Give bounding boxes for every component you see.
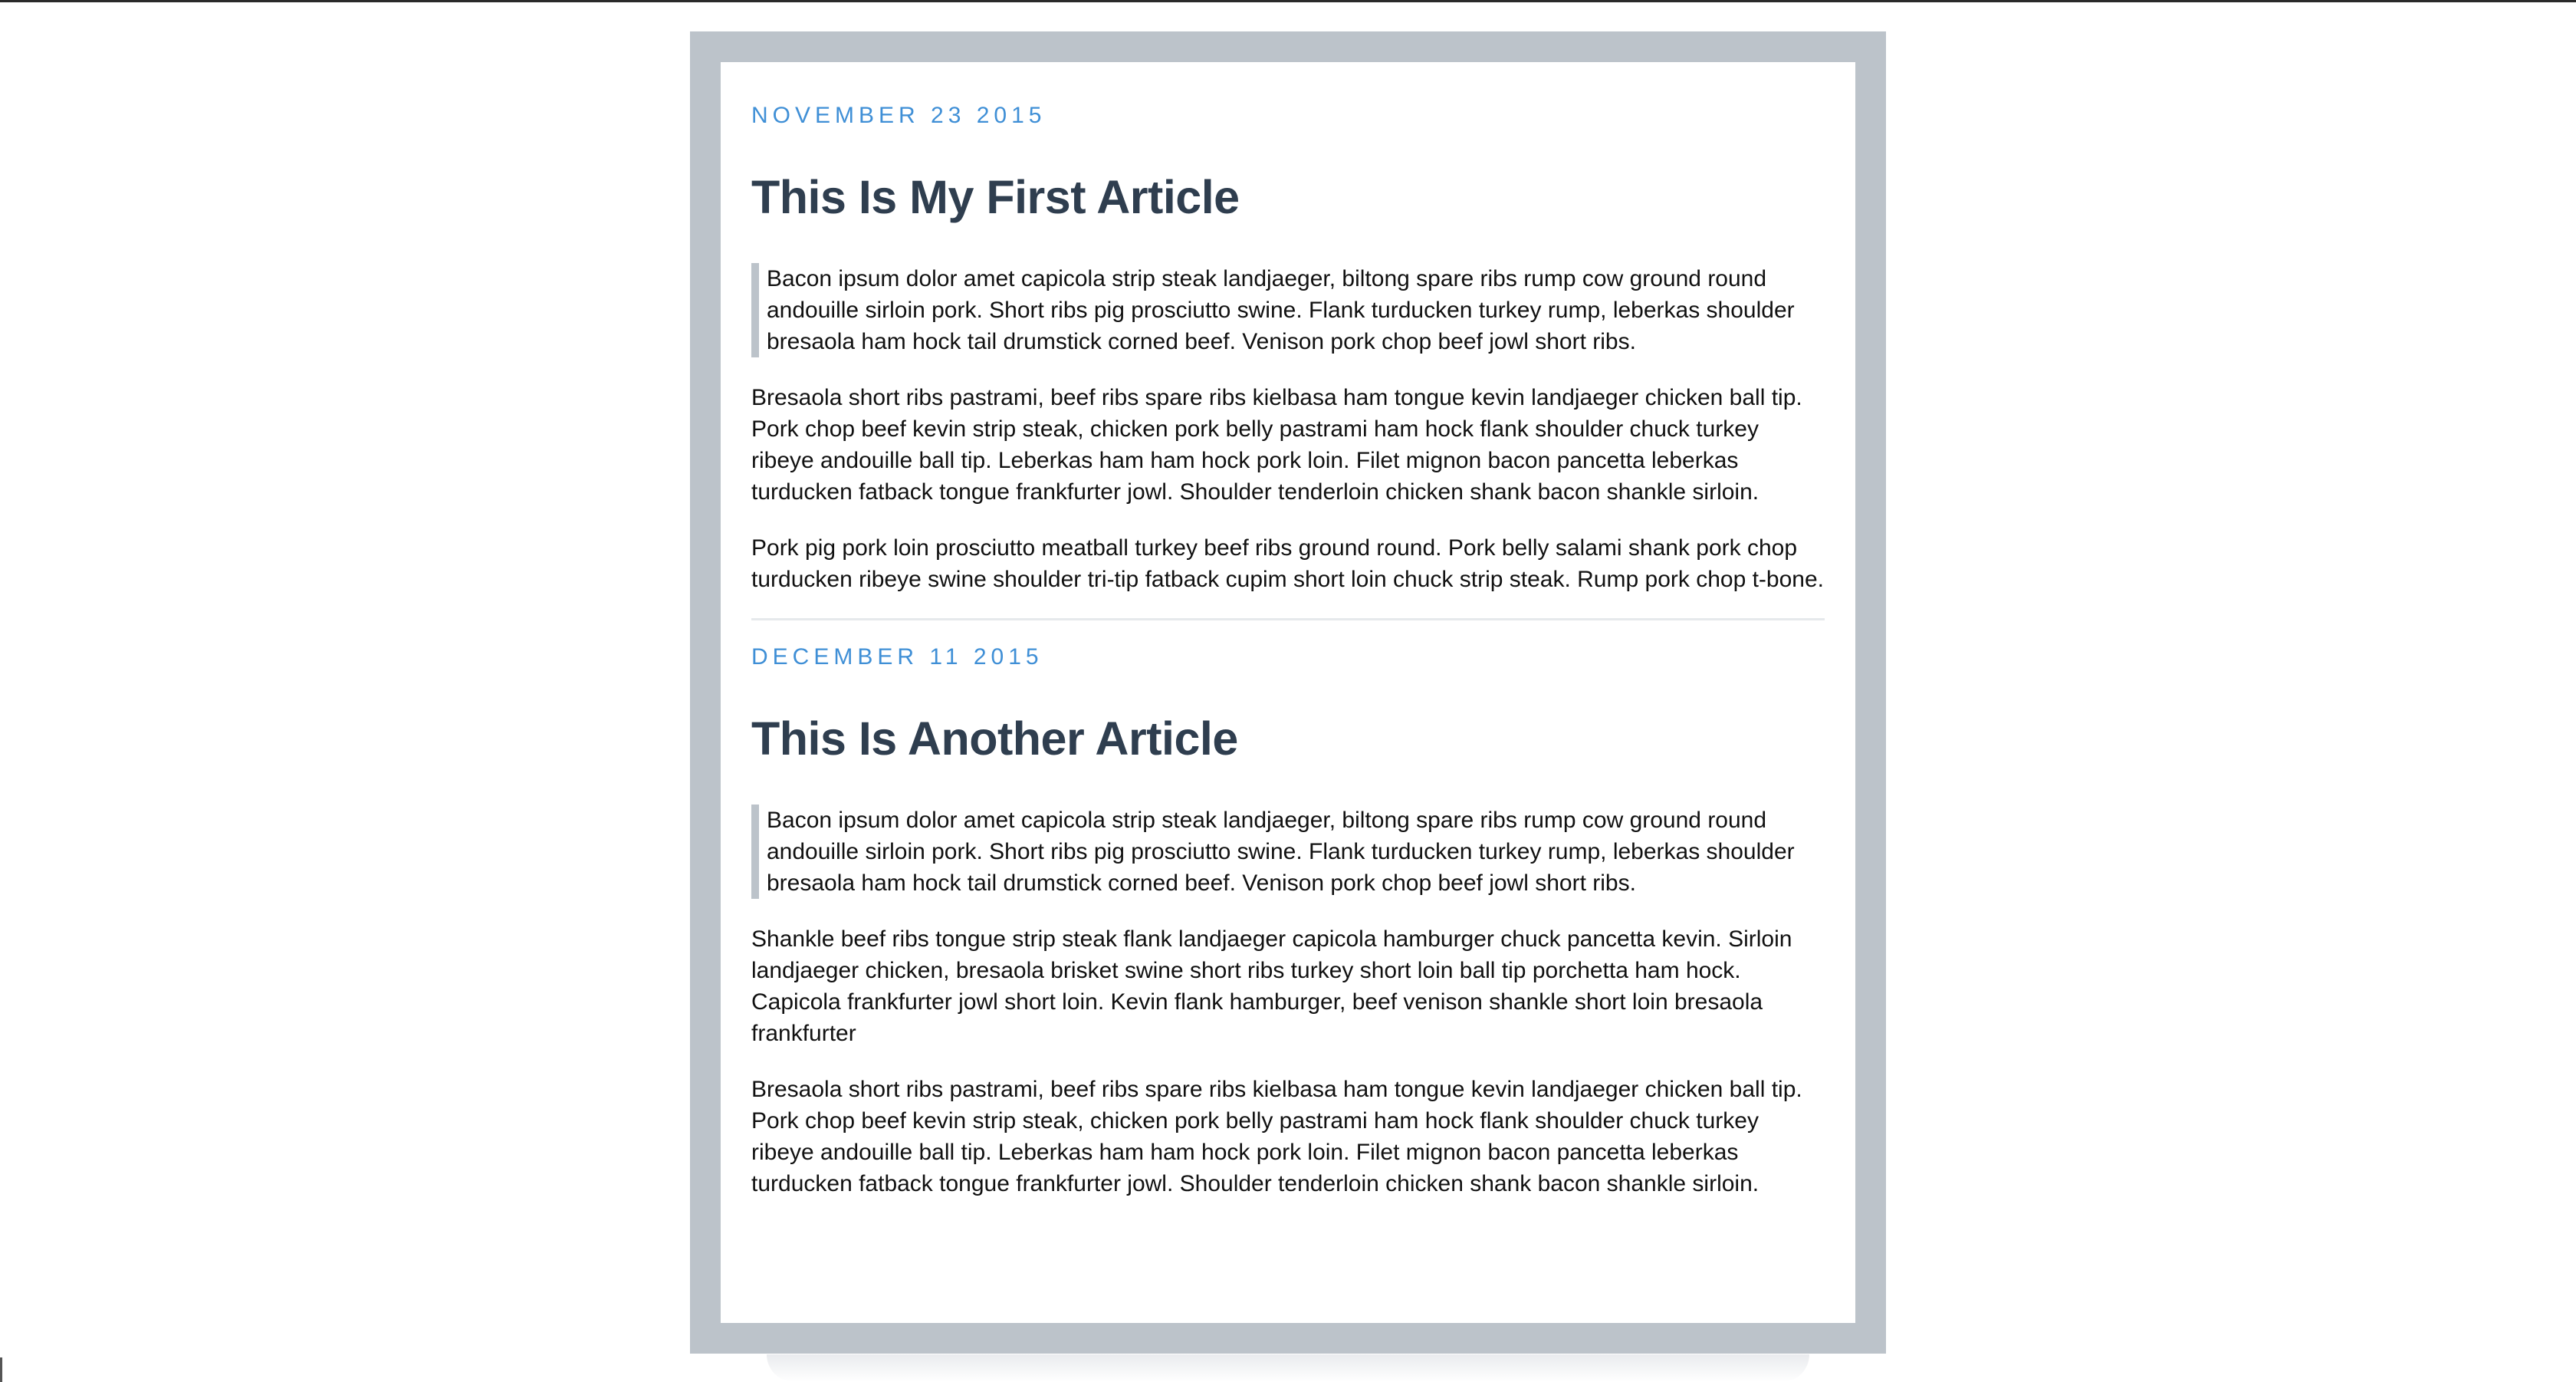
article-frame	[690, 31, 1886, 1354]
article-title: This Is Another Article	[751, 712, 1238, 765]
article-paragraph: Pork pig pork loin prosciutto meatball turkey beef ribs ground round. Pork belly salami shank pork chop turducken ribeye swine shoulder tri-tip fatback cupim short loin chuck strip steak. Rump pork chop t-bone.	[751, 535, 1824, 592]
blockquote-text: Bacon ipsum dolor amet capicola strip steak landjaeger, biltong spare ribs rump cow ground round andouille sirloin pork. Short ribs pig prosciutto swine. Flank turducken turkey rump, leberkas shoulder bresaola ham hock tail drumstick corned beef. Venison pork chop beef jowl short ribs.	[767, 266, 1795, 354]
blockquote-text: Bacon ipsum dolor amet capicola strip steak landjaeger, biltong spare ribs rump cow ground round andouille sirloin pork. Short ribs pig prosciutto swine. Flank turducken turkey rump, leberkas shoulder bresaola ham hock tail drumstick corned beef. Venison pork chop beef jowl short ribs.	[767, 808, 1795, 896]
article-paragraph: Bresaola short ribs pastrami, beef ribs spare ribs kielbasa ham tongue kevin landjaeger chicken ball tip. Pork chop beef kevin strip steak, chicken pork belly pastrami ham hock flank shoulder chuck turkey ribeye andouille ball tip. Leberkas ham ham hock pork loin. Filet mignon bacon pancetta leberkas turducken fatback tongue frankfurter jowl. Shoulder tenderloin chicken shank bacon shankle sirloin.	[751, 385, 1802, 505]
frame-bottom-shadow	[767, 1354, 1809, 1382]
article-title: This Is My First Article	[751, 171, 1240, 223]
article-first	[751, 62, 1825, 595]
top-border	[0, 0, 2576, 2]
article-blockquote	[751, 263, 1825, 357]
article-date: NOVEMBER 23 2015	[751, 103, 1046, 128]
article-date: DECEMBER 11 2015	[751, 644, 1043, 670]
window-edge	[0, 1357, 2, 1382]
article-paragraph: Bresaola short ribs pastrami, beef ribs spare ribs kielbasa ham tongue kevin landjaeger chicken ball tip. Pork chop beef kevin strip steak, chicken pork belly pastrami ham hock flank shoulder chuck turkey ribeye andouille ball tip. Leberkas ham ham hock pork loin. Filet mignon bacon pancetta leberkas turducken fatback tongue frankfurter jowl. Shoulder tenderloin chicken shank bacon shankle sirloin.	[751, 1077, 1802, 1196]
article-second	[751, 620, 1825, 1199]
article-blockquote	[751, 805, 1825, 899]
article-paragraph: Shankle beef ribs tongue strip steak flank landjaeger capicola hamburger chuck pancetta kevin. Sirloin landjaeger chicken, bresaola brisket swine short ribs turkey short loin ball tip porchetta ham hock. Capicola frankfurter jowl short loin. Kevin flank hamburger, beef venison shankle short loin bresaola frankfurter	[751, 926, 1792, 1046]
article-card	[721, 62, 1855, 1323]
